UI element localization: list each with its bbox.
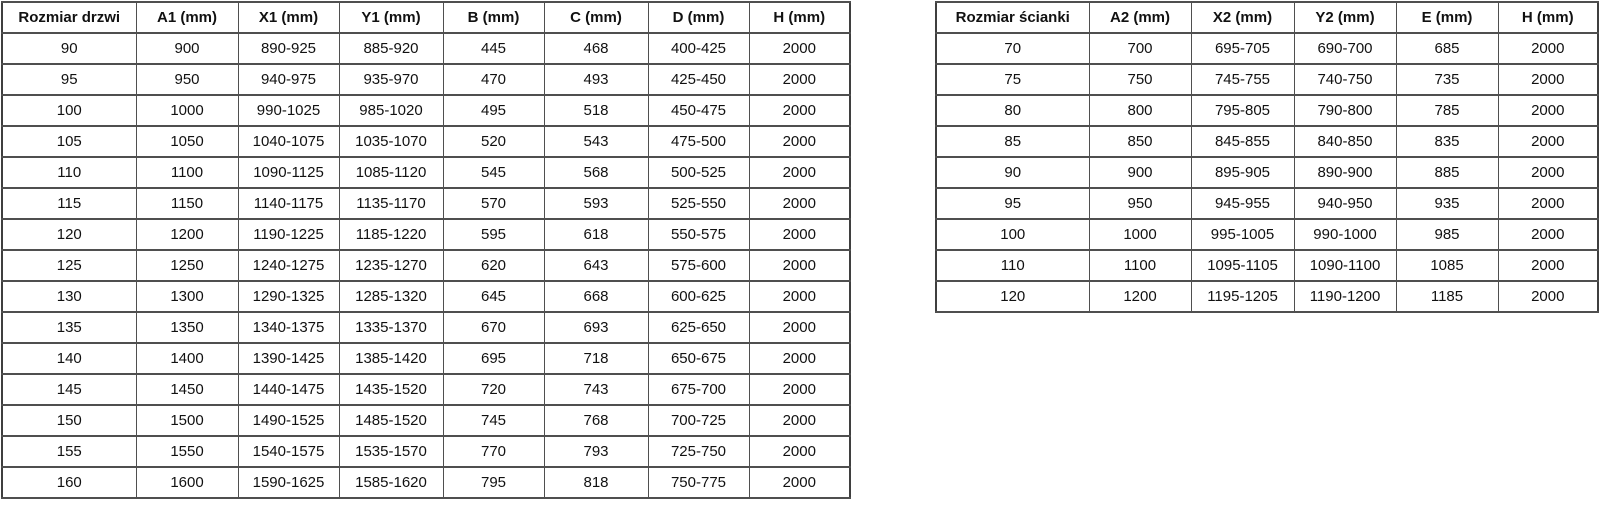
table-cell: 770	[443, 436, 544, 467]
table-cell: 900	[1089, 157, 1191, 188]
table-cell: 1090-1125	[238, 157, 339, 188]
table-cell: 85	[936, 126, 1089, 157]
table-cell: 80	[936, 95, 1089, 126]
table-cell: 500-525	[648, 157, 749, 188]
table-cell: 790-800	[1294, 95, 1396, 126]
table-cell: 650-675	[648, 343, 749, 374]
table-cell: 2000	[749, 374, 850, 405]
table-row	[2, 343, 850, 374]
table-row	[2, 374, 850, 405]
table-cell: 1250	[136, 250, 238, 281]
table-cell: 568	[544, 157, 648, 188]
table-cell: 750-775	[648, 467, 749, 498]
table-cell: 1340-1375	[238, 312, 339, 343]
table-cell: 735	[1396, 64, 1498, 95]
table-cell: 520	[443, 126, 544, 157]
column-header: Y2 (mm)	[1294, 2, 1396, 33]
table-cell: 100	[936, 219, 1089, 250]
table-cell: 470	[443, 64, 544, 95]
table-cell: 90	[936, 157, 1089, 188]
table-row	[2, 219, 850, 250]
column-header: H (mm)	[1498, 2, 1598, 33]
table-cell: 1200	[136, 219, 238, 250]
table-cell: 400-425	[648, 33, 749, 64]
table-cell: 1085	[1396, 250, 1498, 281]
table-cell: 543	[544, 126, 648, 157]
table-cell: 2000	[749, 126, 850, 157]
column-header: C (mm)	[544, 2, 648, 33]
table-cell: 1485-1520	[339, 405, 443, 436]
table-cell: 740-750	[1294, 64, 1396, 95]
table-cell: 1535-1570	[339, 436, 443, 467]
table-cell: 700	[1089, 33, 1191, 64]
table-cell: 2000	[1498, 219, 1598, 250]
table-row	[936, 126, 1598, 157]
table-cell: 900	[136, 33, 238, 64]
table-cell: 985	[1396, 219, 1498, 250]
table-cell: 2000	[749, 219, 850, 250]
table-cell: 1540-1575	[238, 436, 339, 467]
table-row	[2, 281, 850, 312]
table-cell: 1095-1105	[1191, 250, 1294, 281]
table-cell: 1500	[136, 405, 238, 436]
table-cell: 1590-1625	[238, 467, 339, 498]
table-cell: 950	[1089, 188, 1191, 219]
table-cell: 1185-1220	[339, 219, 443, 250]
table-cell: 125	[2, 250, 136, 281]
table-cell: 1195-1205	[1191, 281, 1294, 312]
table-cell: 1035-1070	[339, 126, 443, 157]
table-row	[936, 188, 1598, 219]
table-cell: 550-575	[648, 219, 749, 250]
table-cell: 995-1005	[1191, 219, 1294, 250]
table-cell: 1150	[136, 188, 238, 219]
column-header: Y1 (mm)	[339, 2, 443, 33]
table-row	[2, 157, 850, 188]
table-row	[936, 219, 1598, 250]
table-cell: 990-1000	[1294, 219, 1396, 250]
table-cell: 800	[1089, 95, 1191, 126]
column-header: X2 (mm)	[1191, 2, 1294, 33]
table-cell: 1140-1175	[238, 188, 339, 219]
table-cell: 985-1020	[339, 95, 443, 126]
table-row	[2, 436, 850, 467]
table-cell: 2000	[749, 405, 850, 436]
table-cell: 2000	[749, 467, 850, 498]
table-cell: 670	[443, 312, 544, 343]
table-cell: 2000	[749, 281, 850, 312]
wall-sizes-table	[935, 1, 1599, 313]
table-cell: 2000	[1498, 95, 1598, 126]
table-cell: 1585-1620	[339, 467, 443, 498]
table-cell: 130	[2, 281, 136, 312]
table-cell: 725-750	[648, 436, 749, 467]
table-cell: 845-855	[1191, 126, 1294, 157]
table-cell: 1335-1370	[339, 312, 443, 343]
table-cell: 150	[2, 405, 136, 436]
table-row	[936, 281, 1598, 312]
table-cell: 75	[936, 64, 1089, 95]
table-cell: 1100	[136, 157, 238, 188]
table-cell: 885-920	[339, 33, 443, 64]
table-cell: 890-900	[1294, 157, 1396, 188]
table-cell: 690-700	[1294, 33, 1396, 64]
table-cell: 120	[2, 219, 136, 250]
table-cell: 700-725	[648, 405, 749, 436]
table-cell: 495	[443, 95, 544, 126]
table-cell: 795	[443, 467, 544, 498]
table-cell: 1190-1200	[1294, 281, 1396, 312]
table-cell: 1290-1325	[238, 281, 339, 312]
table-cell: 90	[2, 33, 136, 64]
table-cell: 2000	[1498, 281, 1598, 312]
table-cell: 2000	[749, 157, 850, 188]
table-row	[2, 467, 850, 498]
table-row	[2, 250, 850, 281]
column-header: E (mm)	[1396, 2, 1498, 33]
table-cell: 575-600	[648, 250, 749, 281]
table-cell: 468	[544, 33, 648, 64]
column-header: H (mm)	[749, 2, 850, 33]
table-cell: 768	[544, 405, 648, 436]
table-cell: 1285-1320	[339, 281, 443, 312]
column-header: D (mm)	[648, 2, 749, 33]
table-cell: 1600	[136, 467, 238, 498]
table-cell: 545	[443, 157, 544, 188]
header-row	[936, 2, 1598, 33]
table-cell: 1040-1075	[238, 126, 339, 157]
table-row	[936, 250, 1598, 281]
table-cell: 695-705	[1191, 33, 1294, 64]
table-row	[936, 33, 1598, 64]
table-cell: 95	[2, 64, 136, 95]
table-cell: 693	[544, 312, 648, 343]
table-cell: 445	[443, 33, 544, 64]
table-cell: 818	[544, 467, 648, 498]
table-cell: 940-975	[238, 64, 339, 95]
table-cell: 1390-1425	[238, 343, 339, 374]
table-cell: 160	[2, 467, 136, 498]
header-row	[2, 2, 850, 33]
column-header: Rozmiar ścianki	[936, 2, 1089, 33]
table-cell: 1490-1525	[238, 405, 339, 436]
table-cell: 618	[544, 219, 648, 250]
table-cell: 1440-1475	[238, 374, 339, 405]
table-cell: 1190-1225	[238, 219, 339, 250]
table-cell: 525-550	[648, 188, 749, 219]
table-cell: 643	[544, 250, 648, 281]
table-cell: 718	[544, 343, 648, 374]
table-cell: 668	[544, 281, 648, 312]
table-cell: 2000	[1498, 126, 1598, 157]
table-cell: 450-475	[648, 95, 749, 126]
table-cell: 720	[443, 374, 544, 405]
table-cell: 570	[443, 188, 544, 219]
table-cell: 2000	[1498, 157, 1598, 188]
table-cell: 1100	[1089, 250, 1191, 281]
table-cell: 1000	[136, 95, 238, 126]
table-cell: 1050	[136, 126, 238, 157]
table-cell: 675-700	[648, 374, 749, 405]
table-cell: 850	[1089, 126, 1191, 157]
table-cell: 475-500	[648, 126, 749, 157]
table-cell: 645	[443, 281, 544, 312]
column-header: A1 (mm)	[136, 2, 238, 33]
table-row	[936, 64, 1598, 95]
table-cell: 2000	[749, 64, 850, 95]
table-cell: 795-805	[1191, 95, 1294, 126]
table-cell: 145	[2, 374, 136, 405]
table-cell: 745-755	[1191, 64, 1294, 95]
table-cell: 743	[544, 374, 648, 405]
column-header: Rozmiar drzwi	[2, 2, 136, 33]
table-cell: 2000	[749, 250, 850, 281]
table-row	[2, 95, 850, 126]
table-cell: 95	[936, 188, 1089, 219]
table-cell: 2000	[749, 33, 850, 64]
table-row	[936, 95, 1598, 126]
table-cell: 750	[1089, 64, 1191, 95]
table-cell: 155	[2, 436, 136, 467]
table-cell: 2000	[1498, 64, 1598, 95]
table-row	[2, 33, 850, 64]
table-cell: 685	[1396, 33, 1498, 64]
table-cell: 1235-1270	[339, 250, 443, 281]
table-cell: 1435-1520	[339, 374, 443, 405]
table-cell: 950	[136, 64, 238, 95]
table-cell: 120	[936, 281, 1089, 312]
table-cell: 2000	[749, 436, 850, 467]
column-header: B (mm)	[443, 2, 544, 33]
table-cell: 1550	[136, 436, 238, 467]
table-cell: 110	[2, 157, 136, 188]
table-cell: 620	[443, 250, 544, 281]
table-cell: 945-955	[1191, 188, 1294, 219]
table-cell: 1185	[1396, 281, 1498, 312]
table-cell: 2000	[749, 188, 850, 219]
table-row	[2, 188, 850, 219]
table-cell: 895-905	[1191, 157, 1294, 188]
table-cell: 100	[2, 95, 136, 126]
table-cell: 2000	[1498, 188, 1598, 219]
table-row	[2, 126, 850, 157]
table-cell: 1135-1170	[339, 188, 443, 219]
table-cell: 1450	[136, 374, 238, 405]
table-cell: 935-970	[339, 64, 443, 95]
table-cell: 2000	[1498, 250, 1598, 281]
table-cell: 115	[2, 188, 136, 219]
table-cell: 140	[2, 343, 136, 374]
table-cell: 625-650	[648, 312, 749, 343]
table-cell: 595	[443, 219, 544, 250]
table-cell: 105	[2, 126, 136, 157]
table-cell: 1000	[1089, 219, 1191, 250]
column-header: A2 (mm)	[1089, 2, 1191, 33]
table-cell: 1385-1420	[339, 343, 443, 374]
table-cell: 593	[544, 188, 648, 219]
table-row	[2, 312, 850, 343]
table-cell: 2000	[749, 312, 850, 343]
table-cell: 695	[443, 343, 544, 374]
table-cell: 885	[1396, 157, 1498, 188]
table-cell: 70	[936, 33, 1089, 64]
table-cell: 1200	[1089, 281, 1191, 312]
table-row	[2, 64, 850, 95]
table-cell: 1300	[136, 281, 238, 312]
table-cell: 785	[1396, 95, 1498, 126]
table-cell: 518	[544, 95, 648, 126]
table-cell: 1400	[136, 343, 238, 374]
table-cell: 1085-1120	[339, 157, 443, 188]
table-cell: 493	[544, 64, 648, 95]
table-cell: 935	[1396, 188, 1498, 219]
table-cell: 2000	[749, 95, 850, 126]
table-cell: 835	[1396, 126, 1498, 157]
table-cell: 2000	[749, 343, 850, 374]
table-row	[936, 157, 1598, 188]
table-cell: 1350	[136, 312, 238, 343]
table-cell: 110	[936, 250, 1089, 281]
table-cell: 1090-1100	[1294, 250, 1396, 281]
table-cell: 2000	[1498, 33, 1598, 64]
table-cell: 793	[544, 436, 648, 467]
table-cell: 135	[2, 312, 136, 343]
table-cell: 600-625	[648, 281, 749, 312]
table-cell: 840-850	[1294, 126, 1396, 157]
table-cell: 990-1025	[238, 95, 339, 126]
table-cell: 425-450	[648, 64, 749, 95]
column-header: X1 (mm)	[238, 2, 339, 33]
table-cell: 890-925	[238, 33, 339, 64]
table-cell: 745	[443, 405, 544, 436]
table-cell: 1240-1275	[238, 250, 339, 281]
table-cell: 940-950	[1294, 188, 1396, 219]
table-row	[2, 405, 850, 436]
door-sizes-table	[1, 1, 851, 499]
